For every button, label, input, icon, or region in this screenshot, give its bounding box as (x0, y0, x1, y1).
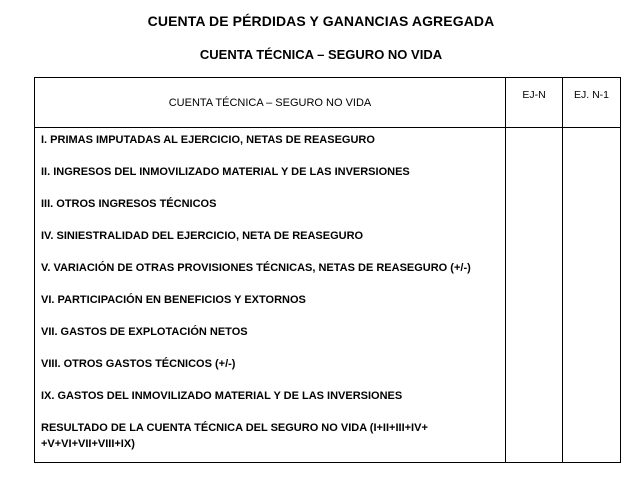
header-previous-year: EJ. N-1 (563, 78, 621, 128)
concept-item-viii: VIII. OTROS GASTOS TÉCNICOS (+/-) (41, 358, 236, 370)
concept-cell (35, 128, 506, 463)
table-body-row (35, 128, 621, 463)
concept-item-ix: IX. GASTOS DEL INMOVILIZADO MATERIAL Y DE LAS INVERSIONES (41, 390, 403, 402)
document-title: CUENTA DE PÉRDIDAS Y GANANCIAS AGREGADA (147, 13, 495, 29)
header-year: EJ-N (506, 78, 563, 128)
year-value-cell (506, 128, 563, 463)
previous-year-value-cell (563, 128, 621, 463)
concept-list (35, 128, 505, 462)
concept-item-vi: VI. PARTICIPACIÓN EN BENEFICIOS Y EXTORNOS (41, 294, 306, 306)
technical-account-table (34, 77, 621, 463)
concept-item-result: RESULTADO DE LA CUENTA TÉCNICA DEL SEGURO NO VIDA (I+II+III+IV+ +V+VI+VII+VIII+IX) (41, 422, 428, 450)
concept-item-iii: III. OTROS INGRESOS TÉCNICOS (41, 198, 217, 210)
concept-item-i: I. PRIMAS IMPUTADAS AL EJERCICIO, NETAS DE REASEGURO (41, 134, 375, 146)
document-subtitle: CUENTA TÉCNICA – SEGURO NO VIDA (199, 47, 443, 62)
concept-item-ii: II. INGRESOS DEL INMOVILIZADO MATERIAL Y DE LAS INVERSIONES (41, 166, 410, 178)
table-header-row (35, 78, 621, 128)
concept-item-v: V. VARIACIÓN DE OTRAS PROVISIONES TÉCNICAS, NETAS DE REASEGURO (+/-) (41, 262, 471, 274)
header-concept: CUENTA TÉCNICA – SEGURO NO VIDA (35, 78, 506, 128)
concept-item-iv: IV. SINIESTRALIDAD DEL EJERCICIO, NETA DE REASEGURO (41, 230, 364, 242)
concept-item-vii: VII. GASTOS DE EXPLOTACIÓN NETOS (41, 326, 248, 338)
